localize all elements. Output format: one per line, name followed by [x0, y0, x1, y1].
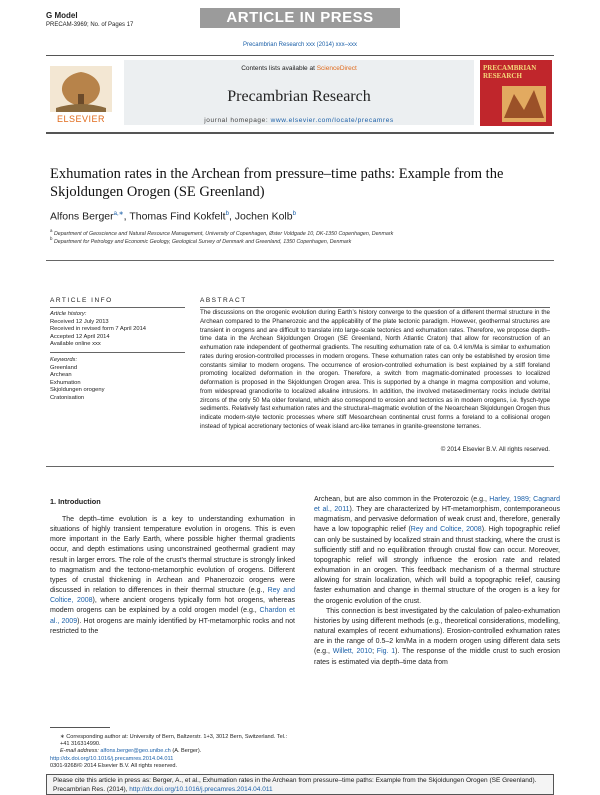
cover-art-icon — [480, 60, 552, 126]
elsevier-wordmark: ELSEVIER — [56, 114, 106, 124]
paragraph-text: This connection is best investigated by the calculation of paleo-exhumation histories by using different methods (e.g., theoretical considerations, modelling, natural examples of recent exhumations). Erosion-controlled exhumation rates are in the range of 0.5–2 km/Ma in a modern orogen using different data sets (e.g., — [314, 607, 560, 656]
sciencedirect-link[interactable]: ScienceDirect — [316, 65, 357, 72]
author-name[interactable]: Jochen Kolb — [234, 210, 293, 223]
paragraph-text: Archean, but are also common in the Proterozoic (e.g., — [314, 496, 490, 503]
figure-link[interactable]: Fig. 1 — [376, 648, 396, 656]
email-link[interactable]: alfons.berger@geo.unibe.ch — [100, 748, 171, 755]
paragraph-text: ). The response of the middle crust to such erosion rates is estimated via depth–time data from — [314, 648, 561, 666]
paragraph-text: ). They are characterized by HT-metamorphism, contemporaneous magmatism, and pervasive deformation of weak crust and, therefore, generally have a low topographic relief ( — [314, 506, 560, 534]
author-name[interactable]: Alfons Berger — [50, 210, 114, 223]
keyword-item: Archean — [50, 372, 72, 379]
keyword-item: Skjoldungen orogeny — [50, 387, 105, 394]
issn-line: 0301-9268/© 2014 Elsevier B.V. All rights reserved. — [50, 762, 178, 769]
article-in-press-banner: ARTICLE IN PRESS — [200, 8, 400, 28]
history-item: Available online xxx — [50, 341, 101, 348]
email-note — [50, 748, 295, 755]
history-label: Article history: — [50, 311, 87, 317]
info-rule — [50, 307, 185, 308]
citation-link[interactable]: Chardon et al., 2009 — [50, 607, 295, 625]
top-bar — [0, 0, 600, 36]
author-affil-marker[interactable]: b — [292, 211, 296, 217]
abstract-text: The discussions on the orogenic evolution during Earth’s history converge to the question of a different thermal structure in the Archean compared to the Phanerozoic and the applicability of the plate tectonic paradigm. However, geothermal structures are transient in orogens and are difficult to translate into large-scale tectonics and exhumation rates. Therefore, we propose depth–time data in the Archean Skjoldungen Orogen (SE Greenland, North Atlantic Craton) that allow for reconstruction of an exhumation rate independent of geothermal gradients. The resulting exhumation rate of ca. 0.4 km/Ma is similar to exhumation rates during erosion-controlled processes in modern orogens. These exhumation rates can only be established by erosion time constants similar to modern orogens. The occurrence of erosion-controlled exhumation is best explained by a stiff foreland promoting localized deformation in the orogen. Therefore, a switch from magmatic-dominated processes to localized deformation is proposed in the Skjoldungen Orogen area. This is supported by a change in magma composition and volume, from widespread granodiorite to localized alkaline intrusions. In addition, the involved metasedimentary rocks include detrital zircons of the only 50 Ma older foreland, which also correspond to erosion and tectonics as in modern orogens, i.e. flysch-type sediments. Relatively fast exhumation rates and the structural–magmatic evolution of the Neoarchean Skjoldungen Orogen thus indicate modern-style tectonic processes where stiff Mesoarchean continental crust forms a foreland to a collisional orogen instead of typical accretionary tectonics of weak island arc-like terranes in granite-greenstone terranes. — [200, 309, 550, 430]
copyright-line: © 2014 Elsevier B.V. All rights reserved. — [440, 446, 550, 453]
journal-reference[interactable]: Precambrian Research xxx (2014) xxx–xxx — [242, 42, 358, 48]
paragraph-text: ). High topographic relief can only be sustained by localized strain and thrust stacking, where the crust is sufficiently stiff and no equilibration through crustal flow can occur. Moreover, topographic relief will strongly influence the erosion rate and related exhumation in an orogen. This feedback mechanism of a thermal structure allowing for strain localization, which will build a topographic relief, causing faster exhumation and change in thermal structure of the orogen is a key for the orogenic evolution of the crust. — [314, 526, 560, 605]
info-rule — [50, 352, 185, 353]
journal-homepage — [124, 117, 474, 124]
citation-doi-link[interactable]: http://dx.doi.org/10.1016/j.precamres.2014.04.011 — [129, 786, 273, 793]
g-model-label: G Model — [46, 11, 78, 20]
citation-link[interactable]: Rey and Coltice, 2008 — [410, 526, 482, 534]
history-item: Received 12 July 2013 — [50, 318, 109, 325]
email-suffix: (A. Berger). — [170, 748, 202, 755]
left-column — [50, 515, 295, 637]
article-title: Exhumation rates in the Archean from pressure–time paths: Example from the Skjoldungen Orogen (SE Greenland) — [50, 166, 504, 200]
elsevier-logo[interactable] — [46, 64, 116, 128]
article-id-pages: PRECAM-3969; No. of Pages 17 — [46, 22, 134, 28]
citation-box — [46, 774, 554, 795]
citation-link[interactable]: Harley, 1989; Cagnard et al., 2011 — [314, 496, 560, 514]
history-item: Accepted 12 April 2014 — [50, 333, 110, 340]
paragraph-text: ; — [372, 648, 377, 656]
right-column — [314, 495, 560, 668]
homepage-link[interactable]: www.elsevier.com/locate/precamres — [270, 117, 394, 124]
paragraph-text: ). Hot orogens are mainly identified by HT-metamorphic rocks and not restricted to the — [50, 617, 295, 635]
keywords — [50, 357, 104, 403]
article-history — [50, 311, 146, 349]
keywords-label: Keywords: — [50, 357, 78, 363]
affil-text: Department of Geoscience and Natural Resource Management, University of Copenhagen, Øster Voldgade 10, DK-1350 Copenhagen, Denmark — [53, 230, 394, 237]
homepage-prefix: journal homepage: — [204, 117, 271, 124]
citation-link[interactable]: Rey and Coltice, 2008 — [50, 587, 295, 605]
paragraph-text: ), where ancient orogens typically form hot orogens, whereas modern orogens can be explained by a cold orogen model (e.g., — [50, 597, 295, 615]
section-rule — [46, 466, 554, 467]
journal-title: Precambrian Research — [227, 88, 371, 105]
corresponding-author-note: ∗ Corresponding author at: University of Bern, Baltzerstr. 1+3, 3012 Bern, Switzerland. Tel.: +41 316314990. — [60, 734, 288, 748]
affiliation-b — [50, 236, 351, 245]
contents-band — [124, 60, 474, 125]
cover-title: PRECAMBRIAN RESEARCH — [483, 64, 537, 80]
email-label: E-mail address: — [60, 748, 101, 755]
affil-marker: b — [50, 236, 53, 241]
paragraph-text: The depth–time evolution is a key to understanding exhumation in situations of highly transient temperature evolution in orogens. This is even more important in the Early Earth, where possible higher thermal gradients occur, and depth estimations using unconstrained geothermal gradient may result in larger errors. The role of the crust’s thermal structure is strongly linked to magmatism and the tectono-metamorphic evolution of orogens. Different types of crustal thickening in Archean and Phanerozoic orogens were discussed in relation to differences in their thermal structure (e.g., — [50, 516, 295, 595]
citation-link[interactable]: Willett, 2010 — [332, 648, 373, 656]
paragraph — [314, 607, 560, 668]
footnotes — [50, 734, 295, 770]
history-item: Received in revised form 7 April 2014 — [50, 326, 147, 333]
abstract-rule — [200, 307, 550, 308]
author-list: Alfons Berger$^{a,∗}$, Thomas Find Kokfelt$^b$, Jochen Kolb$^b$ — [50, 210, 296, 223]
keyword-item: Greenland — [50, 364, 78, 371]
doi-link[interactable]: http://dx.doi.org/10.1016/j.precamres.2014.04.011 — [50, 755, 174, 762]
author-affil-marker[interactable]: b — [225, 211, 229, 217]
journal-cover[interactable] — [480, 60, 552, 126]
keyword-item: Exhumation — [50, 379, 81, 386]
article-info-heading: ARTICLE INFO — [50, 297, 113, 304]
contents-line — [124, 65, 474, 72]
author-affil-marker[interactable]: a,∗ — [113, 211, 124, 217]
paragraph — [314, 495, 560, 607]
citation-text: Please cite this article in press as: Berger, A., et al., Exhumation rates in the Archean from pressure–time paths: Example from the Skjoldungen Orogen (SE Greenland). Precambrian Res. (2014), — [53, 777, 537, 793]
section-rule — [46, 260, 554, 261]
contents-prefix: Contents lists available at — [241, 65, 317, 72]
author-name[interactable]: Thomas Find Kokfelt — [129, 210, 226, 223]
paragraph — [50, 515, 295, 637]
affil-marker: a — [50, 228, 53, 233]
abstract-heading: ABSTRACT — [200, 297, 247, 304]
affil-text: Department for Petrology and Economic Geology, Geological Survey of Denmark and Greenland, 1350 Copenhagen, Denmark — [53, 238, 352, 245]
journal-header — [46, 55, 554, 132]
footnote-rule — [50, 727, 110, 728]
keyword-item: Cratonisation — [50, 394, 85, 401]
header-rule — [46, 132, 554, 134]
section-heading-introduction: 1. Introduction — [50, 497, 101, 506]
